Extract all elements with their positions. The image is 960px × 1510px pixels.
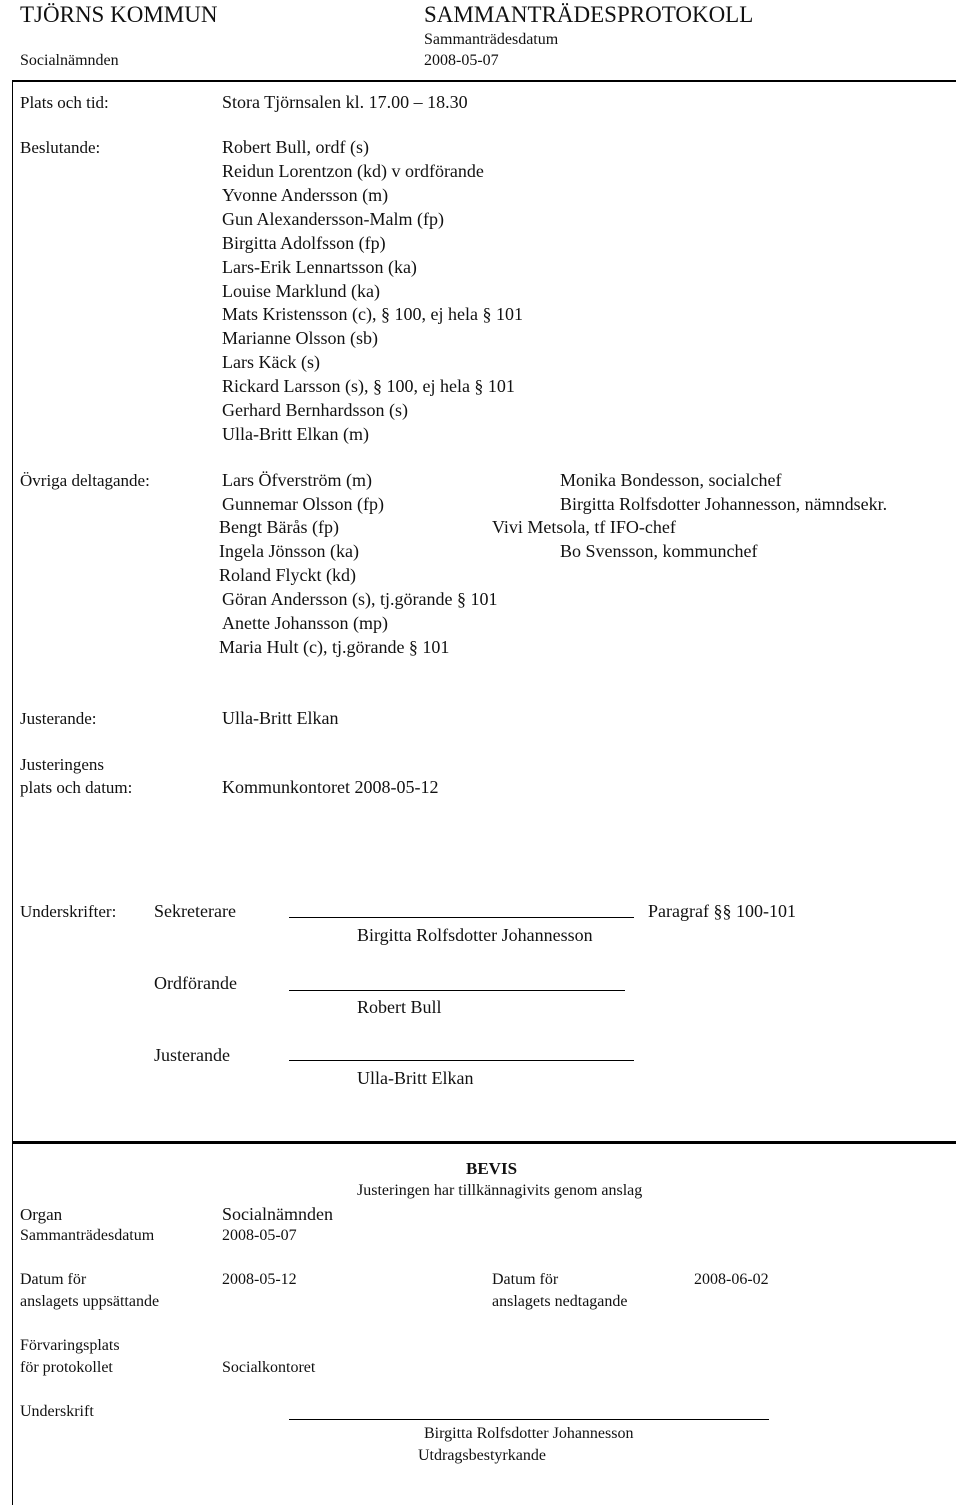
adjuster-label: Justerande:: [20, 709, 97, 728]
certificate-subtitle: Justeringen har tillkännagivits genom anslag: [357, 1182, 643, 1199]
list-item: Anette Johansson (mp): [222, 613, 388, 633]
list-item: Gun Alexandersson-Malm (fp): [222, 209, 444, 229]
list-item: Mats Kristensson (c), § 100, ej hela § 101: [222, 304, 523, 324]
certificate-signature-label: Underskrift: [20, 1403, 94, 1420]
list-item: Vivi Metsola, tf IFO-chef: [492, 517, 676, 537]
storage-value: Socialkontoret: [222, 1359, 316, 1376]
signature-adjuster-label: Justerande: [154, 1045, 230, 1065]
chair-label: Ordförande: [154, 973, 237, 993]
list-item: Birgitta Rolfsdotter Johannesson, nämndsekr.: [560, 494, 888, 514]
posting-date-value: 2008-05-12: [222, 1271, 297, 1288]
list-item: Roland Flyckt (kd): [219, 565, 356, 585]
document-type: SAMMANTRÄDESPROTOKOLL: [424, 2, 754, 27]
list-item: Birgitta Adolfsson (fp): [222, 233, 386, 253]
secretary-label: Sekreterare: [154, 901, 236, 921]
header-divider: [12, 80, 956, 82]
adjustment-place-value: Kommunkontoret 2008-05-12: [222, 777, 439, 797]
organ-value: Socialnämnden: [222, 1204, 333, 1224]
secretary-signature-line: [289, 917, 634, 918]
meeting-date: 2008-05-07: [424, 52, 499, 69]
list-item: Yvonne Andersson (m): [222, 185, 389, 205]
others-label: Övriga deltagande:: [20, 471, 150, 490]
chair-name: Robert Bull: [357, 997, 442, 1017]
list-item: Gerhard Bernhardsson (s): [222, 400, 408, 420]
certificate-signature-line: [289, 1419, 769, 1420]
adjustment-place-label-line1: Justeringens: [20, 755, 105, 774]
secretary-name: Birgitta Rolfsdotter Johannesson: [357, 925, 593, 945]
removal-date-label-line1: Datum för: [492, 1271, 559, 1288]
list-item: Göran Andersson (s), tj.görande § 101: [222, 589, 498, 609]
deciding-label: Beslutande:: [20, 138, 101, 157]
list-item: Marianne Olsson (sb): [222, 328, 378, 348]
certificate-signature-role: Utdragsbestyrkande: [418, 1447, 546, 1464]
storage-label-line1: Förvaringsplats: [20, 1337, 120, 1354]
list-item: Lars-Erik Lennartsson (ka): [222, 257, 417, 277]
certificate-meeting-date-value: 2008-05-07: [222, 1227, 297, 1244]
page-left-border: [12, 80, 13, 1505]
organ-label: Organ: [20, 1205, 63, 1224]
list-item: Bo Svensson, kommunchef: [560, 541, 758, 561]
paragraph-reference: Paragraf §§ 100-101: [648, 901, 796, 921]
posting-date-label-line2: anslagets uppsättande: [20, 1293, 160, 1310]
list-item: Louise Marklund (ka): [222, 281, 380, 301]
storage-label-line2: för protokollet: [20, 1359, 113, 1376]
municipality-name: TJÖRNS KOMMUN: [20, 2, 218, 27]
committee-name: Socialnämnden: [20, 52, 119, 69]
list-item: Reidun Lorentzon (kd) v ordförande: [222, 161, 484, 181]
adjustment-place-label-line2: plats och datum:: [20, 778, 133, 797]
list-item: Robert Bull, ordf (s): [222, 137, 369, 157]
adjuster-value: Ulla-Britt Elkan: [222, 708, 339, 728]
meeting-date-label: Sammanträdesdatum: [424, 31, 559, 48]
list-item: Ulla-Britt Elkan (m): [222, 424, 369, 444]
removal-date-label-line2: anslagets nedtagande: [492, 1293, 628, 1310]
signature-adjuster-name: Ulla-Britt Elkan: [357, 1068, 474, 1088]
chair-signature-line: [289, 990, 625, 991]
place-label: Plats och tid:: [20, 93, 109, 112]
posting-date-label-line1: Datum för: [20, 1271, 87, 1288]
list-item: Gunnemar Olsson (fp): [222, 494, 384, 514]
list-item: Ingela Jönsson (ka): [219, 541, 359, 561]
list-item: Maria Hult (c), tj.görande § 101: [219, 637, 450, 657]
list-item: Rickard Larsson (s), § 100, ej hela § 101: [222, 376, 515, 396]
signatures-label: Underskrifter:: [20, 902, 117, 921]
list-item: Monika Bondesson, socialchef: [560, 470, 782, 490]
adjuster-signature-line: [289, 1060, 634, 1061]
removal-date-value: 2008-06-02: [694, 1271, 769, 1288]
certificate-meeting-date-label: Sammanträdesdatum: [20, 1227, 155, 1244]
list-item: Lars Öfverström (m): [222, 470, 372, 490]
certificate-title: BEVIS: [466, 1159, 518, 1178]
list-item: Bengt Bärås (fp): [219, 517, 339, 537]
list-item: Lars Käck (s): [222, 352, 320, 372]
certificate-divider: [12, 1141, 956, 1144]
certificate-signature-name: Birgitta Rolfsdotter Johannesson: [424, 1425, 634, 1442]
place-value: Stora Tjörnsalen kl. 17.00 – 18.30: [222, 92, 468, 112]
